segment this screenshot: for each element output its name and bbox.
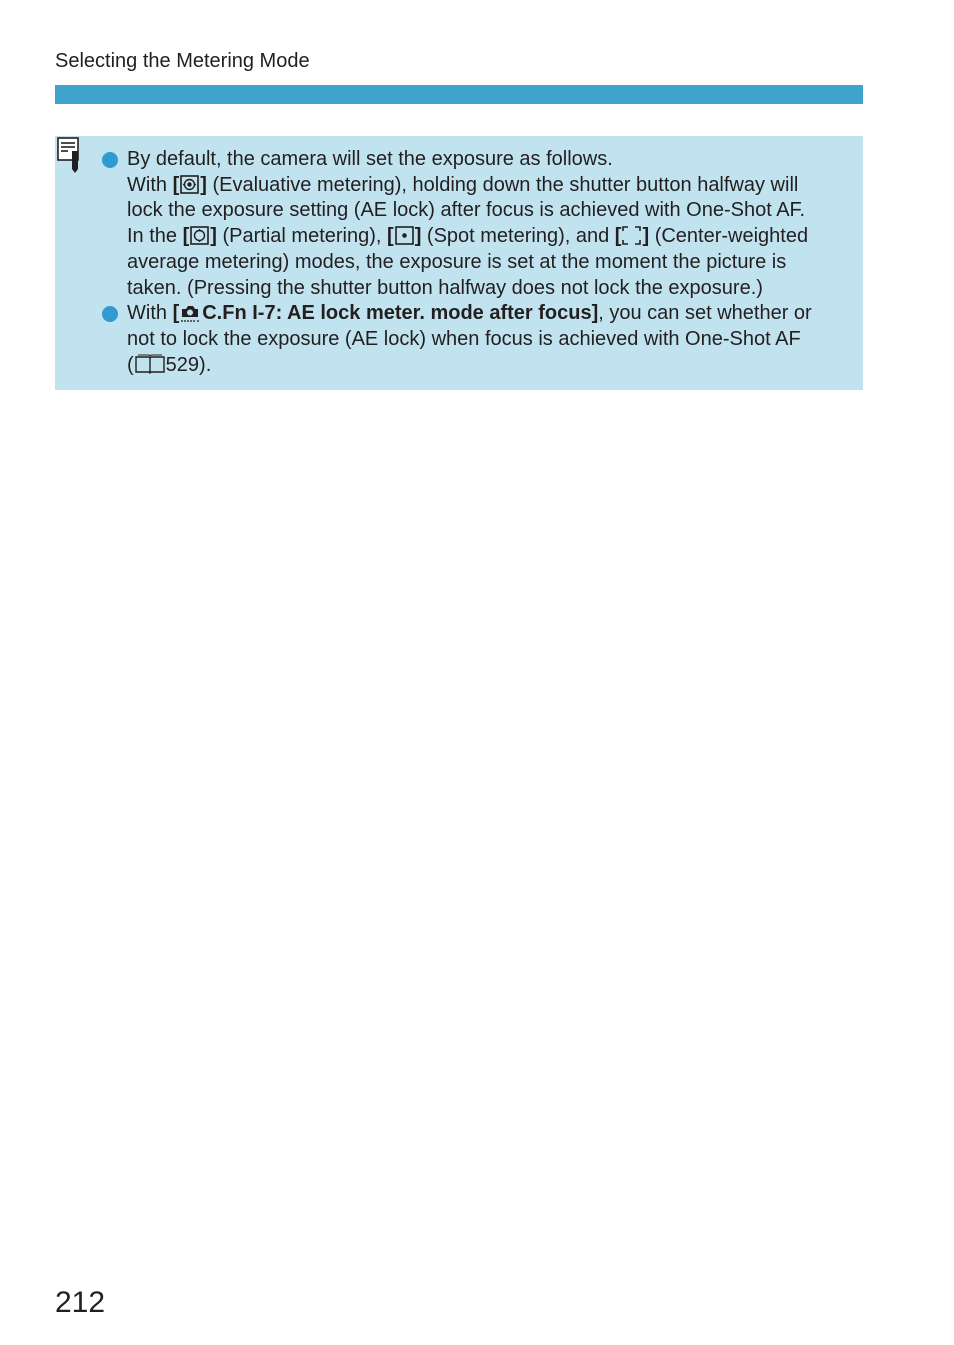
memo-icon: [57, 137, 81, 173]
header-bar: [55, 85, 863, 104]
note-line: ( 529).: [127, 353, 212, 376]
book-reference-icon: [134, 353, 166, 375]
page-section-title: Selecting the Metering Mode: [55, 50, 310, 72]
center-weighted-metering-icon: [622, 226, 641, 245]
note-item-custom-function: [127, 301, 857, 378]
evaluative-metering-icon: [180, 175, 199, 194]
custom-function-camera-icon: [179, 301, 201, 323]
page-number: 212: [55, 1286, 106, 1319]
partial-metering-icon: [190, 226, 209, 245]
note-line: With [ C.Fn I-7: AE lock meter. mode after focus], you can set whether or: [127, 302, 812, 325]
menu-path: C.Fn I-7: AE lock meter. mode after focus: [202, 302, 592, 325]
note-line: By default, the camera will set the exposure as follows.: [127, 148, 613, 170]
note-line: In the [ ] (Partial metering), [ ] (Spot metering), and [ ] (Center-weighted: [127, 225, 809, 248]
note-line: not to lock the exposure (AE lock) when focus is achieved with One-Shot AF: [127, 327, 801, 350]
note-item-default-exposure: [127, 147, 857, 301]
bullet-icon: [102, 152, 118, 168]
note-line: lock the exposure setting (AE lock) after focus is achieved with One-Shot AF.: [127, 199, 806, 222]
note-line: taken. (Pressing the shutter button halfway does not lock the exposure.): [127, 276, 763, 299]
page-reference[interactable]: 529: [165, 353, 200, 376]
note-line: With [ ] (Evaluative metering), holding down the shutter button halfway will: [127, 173, 799, 196]
note-box: [55, 136, 863, 390]
note-line: average metering) modes, the exposure is set at the moment the picture is: [127, 250, 787, 273]
note-list: [127, 147, 857, 378]
bullet-icon: [102, 306, 118, 322]
spot-metering-icon: [395, 226, 414, 245]
